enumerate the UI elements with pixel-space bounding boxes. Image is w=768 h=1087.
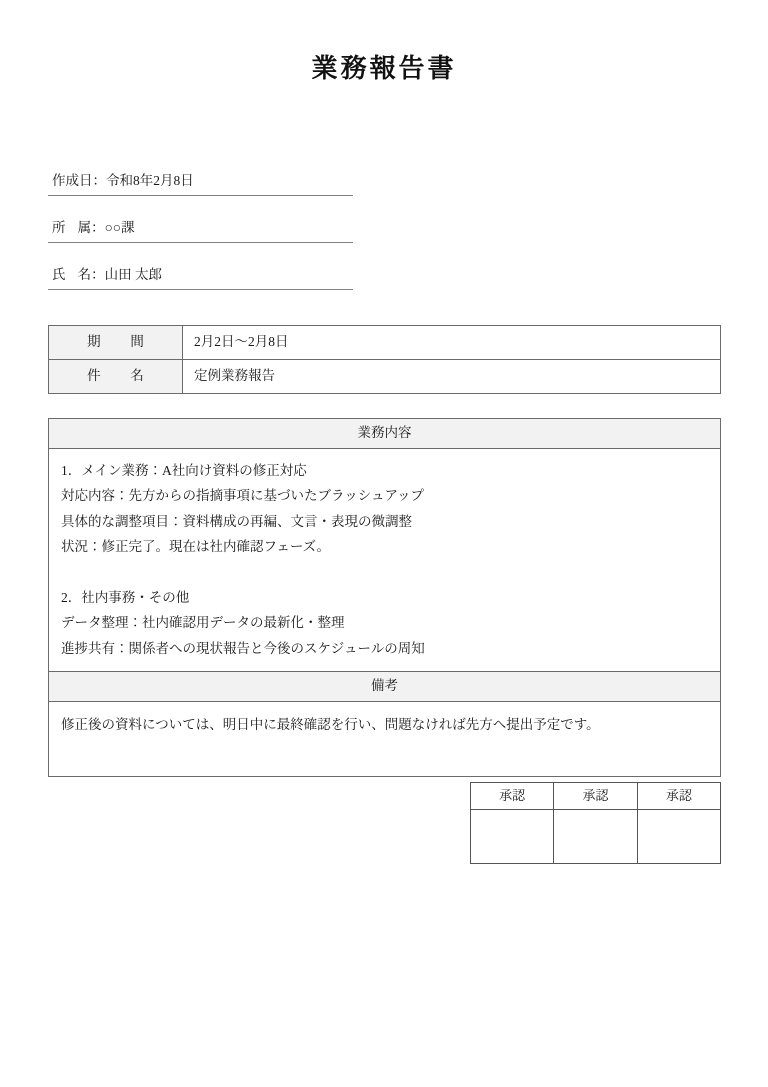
approval-stamp-row [471, 810, 720, 863]
work-content-table [48, 418, 721, 777]
approval-stamp-cell-1[interactable] [471, 810, 554, 863]
meta-value-creation-date: 令和8年2月8日 [106, 173, 194, 188]
work-content-line: 1．メイン業務：A社向け資料の修正対応 [61, 463, 307, 478]
meta-field-employee-name [48, 264, 353, 290]
table-row [49, 360, 720, 393]
approval-header-row [471, 783, 720, 810]
work-content-line: 進捗共有：関係者への現状報告と今後のスケジュールの周知 [61, 640, 425, 656]
meta-separator-employee-name: ： [91, 267, 105, 282]
page-title: 業務報告書 [311, 54, 457, 83]
meta-label-employee-name: 氏名 [52, 267, 92, 282]
document-meta-block [48, 170, 353, 290]
info-value-period: 2月2日～2月8日 [194, 334, 289, 349]
approval-stamp-cell-3[interactable] [638, 810, 720, 863]
info-label-period: 期間 [49, 326, 183, 359]
work-content-line: 対応内容：先方からの指摘事項に基づいたブラッシュアップ [61, 488, 425, 504]
meta-value-employee-name: 山田 太郎 [104, 267, 163, 282]
work-content-line: 状況：修正完了。現在は社内確認フェーズ。 [61, 539, 331, 555]
work-content-line: データ整理：社内確認用データの最新化・整理 [61, 615, 345, 631]
approval-stamp-table [470, 782, 721, 864]
remarks-line: 修正後の資料については、明日中に最終確認を行い、問題なければ先方へ提出予定です。 [61, 717, 600, 733]
approval-header-cell-1: 承認 [471, 783, 554, 809]
approval-header-cell-2: 承認 [554, 783, 637, 809]
work-content-line: 2．社内事務・その他 [61, 590, 190, 606]
meta-label-department: 所属 [52, 220, 92, 235]
meta-separator-creation-date: ： [92, 173, 106, 188]
table-row [49, 326, 720, 360]
remarks-body [49, 702, 720, 776]
meta-field-creation-date [48, 170, 353, 196]
info-label-subject: 件名 [49, 360, 183, 393]
approval-stamp-cell-2[interactable] [554, 810, 637, 863]
meta-label-creation-date: 作成日 [52, 173, 93, 188]
meta-field-department [48, 217, 353, 243]
remarks-header: 備考 [49, 671, 720, 702]
meta-separator-department: ： [91, 220, 105, 235]
approval-header-cell-3: 承認 [665, 788, 692, 803]
work-content-body [49, 449, 720, 671]
work-content-line-spacer [61, 560, 708, 585]
meta-value-department: ○○課 [104, 220, 135, 235]
info-value-subject: 定例業務報告 [194, 368, 275, 383]
work-content-line: 具体的な調整項目：資料構成の再編、文言・表現の微調整 [61, 513, 412, 529]
work-content-header: 業務内容 [49, 419, 720, 449]
info-table [48, 325, 721, 394]
